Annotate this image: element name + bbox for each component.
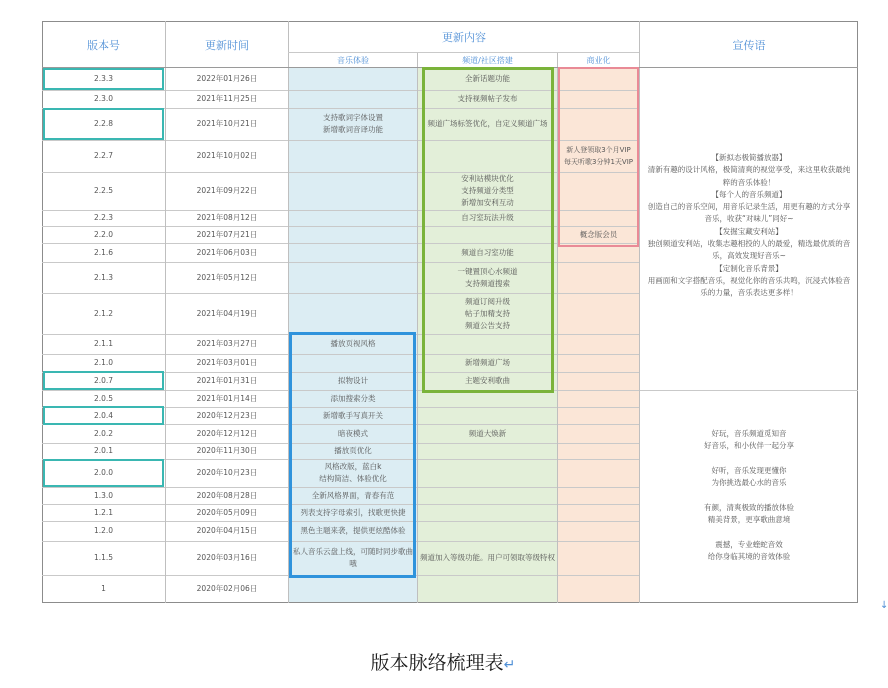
music-cell: 拟物设计 bbox=[338, 376, 368, 385]
music-cell: 列表支持字母索引，找歌更快捷 bbox=[300, 507, 406, 517]
slogan-line: 好音乐，和小伙伴一起分享 bbox=[704, 441, 794, 451]
version-cell: 2.2.5 bbox=[93, 186, 114, 195]
date-cell: 2021年11月25日 bbox=[196, 94, 258, 103]
slogan-line: 乐，高效发现好音乐~ bbox=[712, 251, 786, 261]
date-cell: 2021年03月01日 bbox=[196, 358, 258, 367]
version-cell: 1.2.1 bbox=[93, 507, 114, 517]
date-cell: 2020年05月09日 bbox=[196, 507, 258, 517]
music-cell: 黑色主题来袭，提供更炫酷体验 bbox=[300, 526, 406, 535]
version-cell: 2.1.1 bbox=[93, 339, 114, 348]
social-cell: 自习室玩法升级 bbox=[461, 213, 514, 222]
date-cell: 2020年08月28日 bbox=[196, 490, 258, 500]
slogan-line: 震撼，专业蝰蛇音效 bbox=[715, 539, 783, 549]
music-cell: 新增歌手写真开关 bbox=[323, 410, 383, 420]
slogan-line: 有颜，清爽极致的播放体验 bbox=[704, 502, 794, 512]
social-cell: 支持视频帖子发布 bbox=[457, 94, 518, 103]
slogan-line: 用画面和文字搭配音乐，视觉化你的音乐共鸣，沉浸式体验音 bbox=[647, 275, 851, 285]
version-cell: 2.0.2 bbox=[93, 428, 114, 438]
edge-marker-icon: ↓ bbox=[880, 600, 888, 611]
slogan-line: 【发掘宝藏安利站】 bbox=[715, 226, 783, 236]
date-cell: 2021年10月21日 bbox=[196, 119, 258, 128]
music-text: 支持歌词字体设置 bbox=[323, 113, 383, 122]
social-text: 支持频道分类型 bbox=[461, 186, 514, 195]
version-cell: 2.1.2 bbox=[93, 308, 114, 318]
slogan-line: 给你身临其境的音效体验 bbox=[707, 551, 791, 561]
slogan-line: 【定制化音乐背景】 bbox=[715, 263, 783, 273]
slogan-line: 好玩，音乐频道觅知音 bbox=[711, 429, 787, 438]
biz-text: 新人登领取3个月VIP bbox=[566, 146, 631, 154]
music-text: 结构简洁、体验优化 bbox=[319, 474, 387, 483]
date-cell: 2021年01月31日 bbox=[196, 376, 258, 385]
slogan-line: 【新拟态极简播放器】 bbox=[711, 153, 787, 162]
biz-cell: 概念版会员 bbox=[579, 229, 618, 239]
version-cell: 1.2.0 bbox=[93, 526, 114, 535]
social-text: 帖子加精支持 bbox=[465, 308, 510, 318]
slogan-line: 乐的力量，音乐表达更多样！ bbox=[700, 288, 798, 298]
slogan-line: 清新有趣的设计风格，极简清爽的视觉享受，来这里收获最纯 bbox=[647, 165, 851, 175]
caption-text: 版本脉络梳理表 bbox=[370, 652, 504, 674]
social-cell: 频道自习室功能 bbox=[461, 247, 514, 257]
date-cell: 2020年11月30日 bbox=[196, 446, 258, 455]
social-text: 支持频道搜索 bbox=[465, 278, 510, 288]
slogan-line: 【每个人的音乐频道】 bbox=[711, 189, 787, 199]
date-cell: 2020年12月23日 bbox=[196, 410, 258, 420]
version-cell: 2.2.3 bbox=[93, 213, 114, 222]
version-cell: 2.0.1 bbox=[93, 446, 114, 455]
date-cell: 2021年10月02日 bbox=[196, 151, 258, 160]
music-cell: 私人音乐云盘上线，可随时同步歌曲哦 bbox=[293, 547, 413, 568]
music-cell: 播放页视风格 bbox=[330, 339, 376, 348]
slogan-line bbox=[641, 526, 857, 538]
social-cell: 频道广场标签优化，自定义频道广场 bbox=[427, 119, 548, 128]
version-cell: 2.1.0 bbox=[93, 358, 114, 367]
social-text: 新增加安利互动 bbox=[461, 198, 514, 207]
date-cell: 2020年12月12日 bbox=[196, 428, 258, 438]
version-cell: 2.0.4 bbox=[93, 410, 114, 420]
highlight-box-teal bbox=[43, 459, 164, 487]
return-mark: ↵ bbox=[503, 657, 516, 673]
social-cell: 频道加入等级功能。用户可领取等级特权 bbox=[420, 553, 555, 562]
date-cell: 2021年06月03日 bbox=[196, 247, 258, 257]
music-cell bbox=[289, 108, 417, 140]
highlight-box-teal bbox=[43, 406, 164, 425]
date-cell: 2021年07月21日 bbox=[196, 229, 258, 239]
date-cell: 2021年05月12日 bbox=[196, 272, 258, 282]
slogan-line: 创造自己的音乐空间，用音乐记录生活，用更有趣的方式分享 bbox=[647, 202, 851, 212]
date-cell: 2021年03月27日 bbox=[196, 339, 258, 348]
version-cell: 2.2.7 bbox=[93, 151, 114, 160]
slogan-line bbox=[641, 489, 857, 501]
version-cell: 2.1.3 bbox=[93, 272, 114, 282]
subheader-social: 频道/社区搭建 bbox=[462, 56, 513, 65]
social-cell: 主题安利歌曲 bbox=[465, 376, 510, 385]
date-cell: 2022年01月26日 bbox=[196, 74, 258, 83]
social-cell: 频道大焕新 bbox=[468, 428, 507, 438]
date-cell: 2020年02月06日 bbox=[196, 584, 258, 593]
slogan-line bbox=[641, 453, 857, 465]
slogan-line: 好听，音乐发现更懂你 bbox=[711, 465, 787, 475]
social-cell: 新增频道广场 bbox=[465, 358, 510, 367]
sub-header-line bbox=[288, 52, 639, 53]
version-cell: 1.1.5 bbox=[93, 553, 114, 562]
header-slogan: 宣传语 bbox=[732, 39, 766, 52]
date-cell: 2021年08月12日 bbox=[196, 213, 258, 222]
version-cell: 2.2.8 bbox=[93, 119, 114, 128]
version-cell: 2.2.0 bbox=[93, 229, 114, 239]
date-cell: 2020年03月16日 bbox=[196, 553, 258, 562]
slogan-line: 精美背景，更享歌曲意境 bbox=[707, 515, 791, 525]
slogan-block-bottom bbox=[641, 428, 857, 563]
biz-text: 每天听歌3分钟1天VIP bbox=[564, 158, 633, 166]
version-cell: 2.1.6 bbox=[93, 247, 114, 257]
music-cell: 播放页优化 bbox=[334, 446, 372, 455]
social-text: 一键置顶心水频道 bbox=[457, 266, 518, 276]
highlight-box-blue bbox=[289, 332, 416, 578]
date-cell: 2020年04月15日 bbox=[196, 526, 258, 535]
version-cell: 2.3.0 bbox=[93, 94, 114, 103]
social-text: 频道订阅升级 bbox=[465, 296, 510, 306]
col-divider bbox=[639, 21, 640, 603]
slogan-line: 音乐，收获“对味儿”同好~ bbox=[704, 214, 794, 224]
table-caption bbox=[0, 648, 886, 675]
music-cell: 添加搜索分类 bbox=[330, 393, 376, 403]
highlight-box-teal bbox=[43, 371, 164, 390]
date-cell: 2021年09月22日 bbox=[196, 186, 258, 195]
version-cell: 2.0.5 bbox=[93, 393, 114, 403]
music-text: 新增歌词音译功能 bbox=[323, 125, 383, 134]
highlight-box-green bbox=[422, 67, 554, 393]
version-cell: 1.3.0 bbox=[93, 490, 114, 500]
highlight-box-teal bbox=[43, 68, 164, 90]
music-cell: 暗夜模式 bbox=[338, 428, 368, 438]
social-cell: 全新话题功能 bbox=[465, 74, 510, 83]
social-text: 频道公告支持 bbox=[465, 320, 510, 330]
highlight-box-pink bbox=[558, 67, 639, 247]
slogan-line: 粹的音乐体验！ bbox=[722, 177, 776, 187]
subheader-biz: 商业化 bbox=[586, 56, 611, 65]
slogan-divider bbox=[640, 390, 858, 391]
music-cell: 全新风格界面，青春有范 bbox=[311, 490, 395, 500]
slogan-line: 独创频道安利站，收集志趣相投的人的最爱，精选最优质的音 bbox=[647, 239, 851, 249]
date-cell: 2021年01月14日 bbox=[196, 393, 258, 403]
music-text: 风格改版，蓝白k bbox=[324, 462, 382, 471]
version-cell: 2.0.7 bbox=[93, 376, 114, 385]
slogan-block-top bbox=[641, 152, 857, 300]
subheader-music: 音乐体验 bbox=[337, 56, 369, 65]
date-cell: 2020年10月23日 bbox=[196, 468, 258, 477]
header-date: 更新时间 bbox=[205, 39, 249, 52]
slogan-line: 为你挑选最心水的音乐 bbox=[711, 478, 787, 488]
social-text: 安利站模块优化 bbox=[461, 174, 514, 183]
version-cell: 1 bbox=[101, 584, 106, 593]
header-content: 更新内容 bbox=[442, 31, 486, 44]
highlight-box-teal bbox=[43, 108, 164, 140]
header-version: 版本号 bbox=[87, 39, 120, 52]
version-cell: 2.3.3 bbox=[93, 74, 114, 83]
version-cell: 2.0.0 bbox=[93, 468, 114, 477]
date-cell: 2021年04月19日 bbox=[196, 308, 258, 318]
